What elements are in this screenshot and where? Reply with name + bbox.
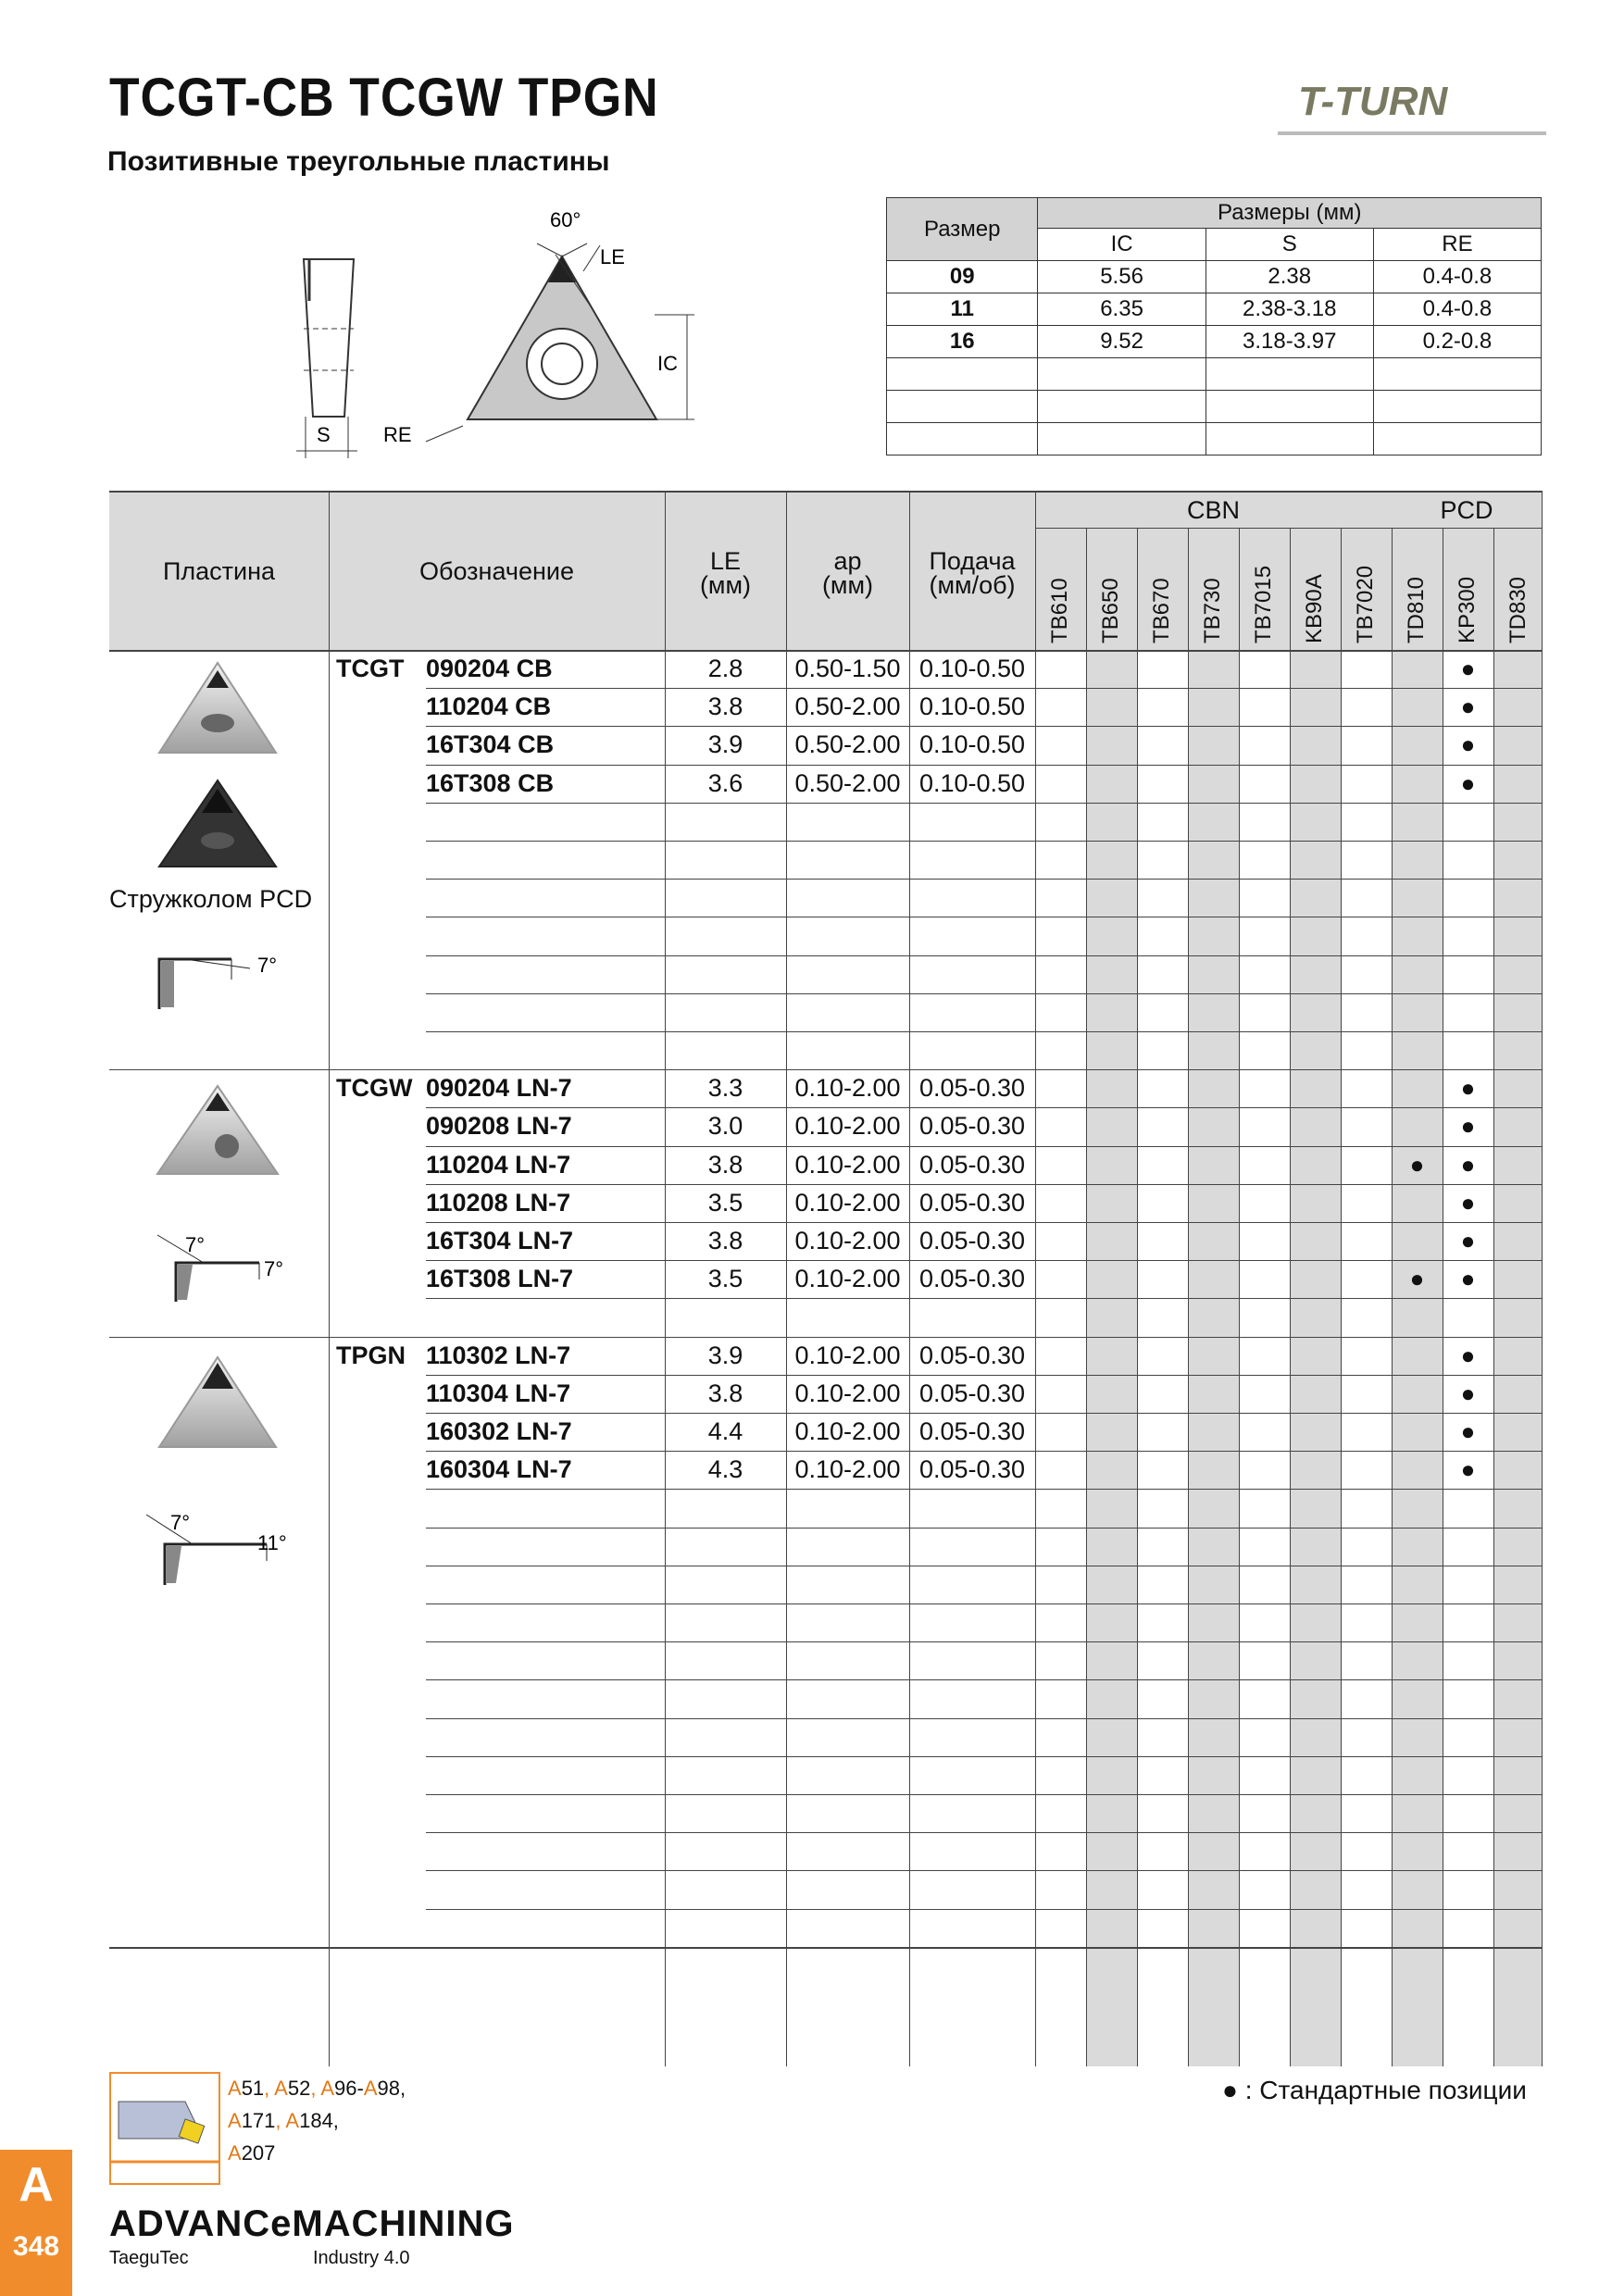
svg-text:11°: 11° <box>257 1531 287 1554</box>
ap-value: 0.10-2.00 <box>794 1074 901 1103</box>
le-value: 3.5 <box>707 1265 743 1293</box>
insert-code: 16T304 CB <box>426 730 555 759</box>
le-value: 3.5 <box>707 1188 743 1217</box>
dims-col-header: Размеры (мм) <box>1038 198 1542 229</box>
insert-code: 110208 LN-7 <box>426 1188 571 1217</box>
insert-code: 110204 CB <box>426 693 552 721</box>
page-reference[interactable]: A51, A52, A96-A98, <box>228 2077 406 2100</box>
feed-value: 0.10-0.50 <box>918 730 1026 759</box>
kp300-availability: ● <box>1460 1379 1476 1407</box>
ap-value: 0.10-2.00 <box>794 1265 901 1293</box>
insert-code: 160302 LN-7 <box>426 1417 572 1445</box>
table-row: 09 5.56 2.38 0.4-0.8 <box>887 261 1542 293</box>
feed-value: 0.10-0.50 <box>918 693 1026 721</box>
grade-column-shade <box>1392 650 1443 2066</box>
cbn-group-header: CBN <box>1186 496 1240 524</box>
angle-label: 60° <box>550 208 581 231</box>
tcgt-insert-image-icon <box>148 655 287 767</box>
le-value: 3.6 <box>707 768 743 797</box>
insert-code: 110302 LN-7 <box>426 1341 571 1369</box>
grade-header-tb7015: TB7015 <box>1251 565 1276 643</box>
ap-value: 0.10-2.00 <box>794 1188 901 1217</box>
family-label: TCGT <box>336 655 405 682</box>
ap-value: 0.10-2.00 <box>794 1417 901 1445</box>
grade-header-tb7020: TB7020 <box>1353 565 1378 643</box>
brand-sub-left: TaeguTec <box>109 2248 189 2268</box>
designation-col-header: Обозначение <box>419 557 574 585</box>
le-label: LE <box>600 245 625 268</box>
le-value: 3.9 <box>707 730 743 759</box>
grade-column-shade <box>1188 650 1239 2066</box>
feed-value: 0.05-0.30 <box>918 1188 1026 1217</box>
grade-header-kb90a: KB90A <box>1302 574 1327 643</box>
le-value: 4.4 <box>707 1417 743 1445</box>
grade-column-shade <box>1493 650 1542 2066</box>
le-value: 3.8 <box>707 1379 743 1407</box>
le-value: 3.8 <box>707 693 743 721</box>
svg-text:7°: 7° <box>264 1257 284 1280</box>
triangle-insert-icon <box>426 243 694 442</box>
feed-value: 0.05-0.30 <box>918 1455 1026 1484</box>
ap-value: 0.10-2.00 <box>794 1341 901 1369</box>
kp300-availability: ● <box>1460 693 1476 721</box>
s-label: S <box>317 423 331 446</box>
feed-value: 0.05-0.30 <box>918 1379 1026 1407</box>
insert-code: 110304 LN-7 <box>426 1379 571 1407</box>
kp300-availability: ● <box>1460 1074 1476 1103</box>
kp300-availability: ● <box>1460 1341 1476 1369</box>
header-rule <box>1278 131 1546 135</box>
le-value: 2.8 <box>707 655 743 682</box>
family-label: TCGW <box>336 1074 413 1103</box>
size-col-header: Размер <box>887 198 1038 261</box>
ap-value: 0.10-2.00 <box>794 1112 901 1141</box>
feed-value: 0.05-0.30 <box>918 1227 1026 1254</box>
chipbreaker-note: Стружколом PCD <box>109 885 313 913</box>
kp300-availability: ● <box>1460 1265 1476 1293</box>
feed-value: 0.10-0.50 <box>918 655 1026 682</box>
insert-code: 16T304 LN-7 <box>426 1227 574 1254</box>
kp300-availability: ● <box>1460 1417 1476 1445</box>
svg-text:7°: 7° <box>185 1233 206 1256</box>
feed-col-header: Подача <box>929 547 1016 575</box>
kp300-availability: ● <box>1460 655 1476 682</box>
t-turn-logo <box>1296 74 1546 125</box>
tpgn-clearance-angle-icon <box>139 1502 306 1590</box>
le-value: 3.8 <box>707 1150 743 1179</box>
le-value: 3.3 <box>707 1074 743 1103</box>
holder-icon <box>111 2074 219 2183</box>
le-col-header: LE <box>709 547 742 575</box>
insert-code: 090204 CB <box>426 655 553 682</box>
re-col-header: RE <box>1373 229 1541 261</box>
s-col-header: S <box>1206 229 1373 261</box>
logo-text: T-TURN <box>1298 79 1448 124</box>
feed-value: 0.05-0.30 <box>918 1112 1026 1141</box>
le-value: 3.0 <box>707 1112 743 1141</box>
grade-header-kp300: KP300 <box>1455 576 1480 643</box>
ap-value: 0.50-2.00 <box>794 730 901 759</box>
brand-logo: ADVANCeMACHINING <box>109 2203 515 2244</box>
insert-code: 16T308 LN-7 <box>426 1265 574 1293</box>
svg-text:7°: 7° <box>170 1511 191 1534</box>
insert-code: 090208 LN-7 <box>426 1112 572 1141</box>
grade-header-td810: TD810 <box>1404 576 1429 643</box>
grade-column-shade <box>1290 650 1341 2066</box>
page-subtitle: Позитивные треугольные пластины <box>107 146 610 177</box>
ap-value: 0.10-2.00 <box>794 1227 901 1254</box>
ic-label: IC <box>657 352 678 375</box>
tcgt-clearance-angle-icon <box>148 942 296 1012</box>
pcd-group-header: PCD <box>1440 496 1493 524</box>
insert-code: 090204 LN-7 <box>426 1074 572 1103</box>
tpgn-insert-image-icon <box>148 1350 287 1452</box>
ap-value: 0.10-2.00 <box>794 1150 901 1179</box>
tcgw-clearance-angle-icon <box>148 1224 315 1307</box>
section-letter: A <box>19 2158 54 2212</box>
kp300-availability: ● <box>1460 768 1476 797</box>
tcgt-insert-dark-image-icon <box>148 776 287 878</box>
page-reference[interactable]: A207 <box>228 2141 276 2165</box>
page-reference[interactable]: A171, A184, <box>228 2109 339 2132</box>
table-row: 11 6.35 2.38-3.18 0.4-0.8 <box>887 293 1542 326</box>
feed-value: 0.10-0.50 <box>918 768 1026 797</box>
kp300-availability: ● <box>1460 1188 1476 1217</box>
section-tab <box>0 2150 72 2296</box>
td810-availability: ● <box>1409 1150 1425 1179</box>
grade-header-tb610: TB610 <box>1047 578 1072 643</box>
legend: ● : Стандартные позиции <box>1222 2076 1527 2104</box>
brand-sub-right: Industry 4.0 <box>313 2248 410 2268</box>
ap-value: 0.50-2.00 <box>794 693 901 721</box>
grade-header-tb670: TB670 <box>1149 578 1174 643</box>
table-row: 16 9.52 3.18-3.97 0.2-0.8 <box>887 326 1542 358</box>
size-table <box>886 197 1542 455</box>
tcgw-insert-image-icon <box>148 1081 287 1179</box>
insert-code: 110204 LN-7 <box>426 1150 571 1179</box>
grade-header-tb730: TB730 <box>1200 578 1225 643</box>
le-value: 3.9 <box>707 1341 743 1369</box>
feed-value: 0.05-0.30 <box>918 1341 1026 1369</box>
family-label: TPGN <box>336 1341 406 1369</box>
svg-text:7°: 7° <box>257 954 278 977</box>
ap-value: 0.50-2.00 <box>794 768 901 797</box>
le-unit-header: (мм) <box>699 571 752 599</box>
ap-col-header: ap <box>833 547 862 575</box>
insert-dimension-diagram <box>287 199 713 468</box>
ap-value: 0.10-2.00 <box>794 1379 901 1407</box>
ap-value: 0.50-1.50 <box>794 655 901 682</box>
ap-unit-header: (мм) <box>821 571 874 599</box>
table-row <box>887 423 1542 455</box>
le-value: 4.3 <box>707 1455 743 1484</box>
kp300-availability: ● <box>1460 1455 1476 1484</box>
kp300-availability: ● <box>1460 1227 1476 1254</box>
le-value: 3.8 <box>707 1227 743 1254</box>
feed-value: 0.05-0.30 <box>918 1417 1026 1445</box>
feed-value: 0.05-0.30 <box>918 1074 1026 1103</box>
ap-value: 0.10-2.00 <box>794 1455 901 1484</box>
feed-value: 0.05-0.30 <box>918 1265 1026 1293</box>
grade-header-td830: TD830 <box>1505 576 1530 643</box>
insert-col-header: Пластина <box>162 557 276 585</box>
insert-code: 16T308 CB <box>426 768 555 797</box>
kp300-availability: ● <box>1460 730 1476 759</box>
td810-availability: ● <box>1409 1265 1425 1293</box>
re-label: RE <box>383 423 412 446</box>
page-title: TCGT-CB TCGW TPGN <box>109 68 659 128</box>
kp300-availability: ● <box>1460 1112 1476 1141</box>
table-row <box>887 358 1542 391</box>
page-number: 348 <box>12 2231 60 2262</box>
feed-value: 0.05-0.30 <box>918 1150 1026 1179</box>
reference-box <box>109 2072 220 2185</box>
table-row <box>887 391 1542 423</box>
feed-unit-header: (мм/об) <box>929 571 1016 599</box>
grade-column-shade <box>1086 650 1137 2066</box>
insert-code: 160304 LN-7 <box>426 1455 572 1484</box>
grade-header-tb650: TB650 <box>1098 578 1123 643</box>
ic-col-header: IC <box>1038 229 1206 261</box>
kp300-availability: ● <box>1460 1150 1476 1179</box>
